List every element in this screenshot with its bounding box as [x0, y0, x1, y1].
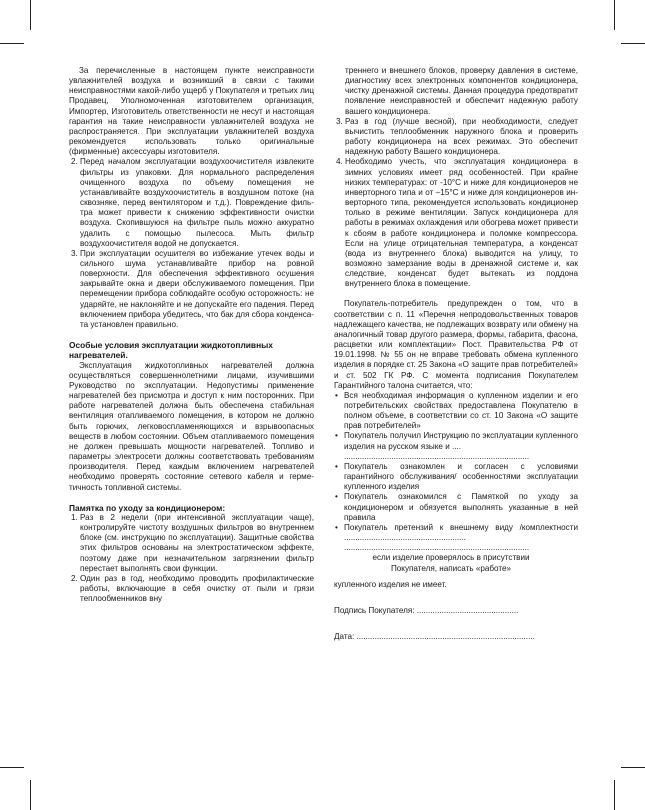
ac-care-item-4: 4. Необходимо учесть, что эксплуатация кондиционера в зимних условиях имеет ряд особенностей. При крайне низких температурах: от -10°С и ниже для кондиционеров не инверторного типа и от –15°С и ниже для кондиционеров инверторного типа, рекомендуется использовать кондиционер только в режиме вентиляции. Запуск кондиционера для работы в режимах охлаждения или обогрева может привести к сбоям в работе кондиционера и поломке компрессора. Если на улице отрицательная температура, а конденсат (вода из внутреннего блока) выводится на улицу, то возможно замерзание воды в дренажной системе и, как следствие, конденсат будет вытекать из поддона внутреннего блока в помещение.	[345, 157, 578, 289]
consumer-warning-paragraph: Покупатель-потребитель предупрежден о том, что в соответствии с п. 11 «Перечня непродовольственных товаров надлежащего качества, не подлежащих возврату или обмену на аналогичный товар другого размера, формы, габарита, фасона, расцветки или комплектации» Пост. Правительства РФ от 19.01.1998. № 55 он не вправе требовать обмена купленного изделия в порядке ст. 25 Закона «О защите прав потребителей» и ст. 502 ГК РФ. С момента подписания Покупателем Гарантийного талона считается, что:	[334, 299, 578, 390]
ac-care-item-3: 3. Раз в год (лучше весной), при необходимости, следует вычистить теплообменник наружного блока и проверить работу кондиционера на всех режимах. Это обеспечит надежную работу Вашего кондиционера.	[345, 117, 578, 158]
crop-mark-left-upper	[0, 43, 24, 44]
ac-care-item-1: 1. Раз в 2 недели (при интенсивной эксплуатации чаще), контролируйте чистоту воздушных фильтров во внутреннем блоке (см. инструкцию по эксплуатации). Защитные свойства этих фильтров основаны на электростатическом эффекте, поэтому даже при незначительном загрязнении фильтр перестает выполнять свои функции.	[80, 513, 314, 574]
left-column	[69, 66, 314, 604]
appliance-list	[69, 157, 314, 330]
right-column	[334, 66, 578, 642]
crop-mark-top-right	[614, 0, 615, 30]
buyer-acknowledgement-list	[334, 391, 578, 554]
acknowledgement-manual-text: Покупатель получил Инструкцию по эксплуатации купленного изделия на русском языке и ....	[344, 431, 578, 451]
buyer-signature-line: Подпись Покупателя: .............................................	[334, 605, 519, 615]
no-claims-line: купленного изделия не имеет.	[334, 579, 447, 589]
acknowledgement-manual-fill-line: ..................................................................................	[344, 451, 530, 461]
liquid-fuel-paragraph: Эксплуатация жидкотопливных нагревателей должна осуществляться совершеннолетними лицами, изучившими Руководство по эксплуатации. Недопустимы применение нагревателей без присмотра и доступ к ним посторонних. При работе нагревателей должна быть обеспечена стабильная вентиляция отапливаемого помещения, в котором не должно быть горючих, легковоспламеняющихся и взрывоопасных веществ в любом состоянии. Объем отапливаемого помещения не должен превышать мощности нагревателей. Топливо и параметры электросети должны соответствовать требованиям производителя. Перед каждым включением нагревателей необходимо проверять состояние сетевого кабеля и герметичность топливной системы.	[69, 360, 314, 492]
ac-care-item-2-continued: треннего и внешнего блоков, проверку давления в системе, диагностику всех электронных компонентов кондиционера, чистку дренажной системы. Данная процедура предотвратит появление неисправностей и обеспечит надежную работу вашего кондиционера.	[345, 66, 578, 116]
humidifier-paragraph: За перечисленные в настоящем пункте неисправности увлажнителей воздуха и возникший в связи с такими неисправностями какой-либо ущерб у Покупателя и третьих лиц Продавец, Уполномоченная изготовителем организация, Импортер, Изготовитель ответственности не несут и настоящая гарантия на такие неисправности увлажнителей воздуха не распространяется. При эксплуатации увлажнителей воздуха рекомендуется использовать только оригинальные (фирменные) аксессуары изготовителя.	[69, 66, 314, 157]
air-purifier-item: 2. Перед началом эксплуатации воздухоочистителя извлеките фильтры из упаковки. Для нормального распределения очищенного воздуха по объему помещения не устанавливайте воздухоочиститель в воздушном потоке (на сквозняке, перед вентилятором и т.д.). Повреждение фильтра может привести к снижению эффективности очистки воздуха. Скопившуюся на фильтре пыль можно аккуратно удалить с помощью пылесоса. Мыть фильтр воздухоочистителя водой не допускается.	[80, 157, 314, 248]
date-line: Дата: ...............................................................................	[334, 631, 535, 641]
dehumidifier-item: 3. При эксплуатации осушителя во избежание утечек воды и сильного шума устанавливайте прибор на ровной поверхности. Для обеспечения эффективного осушения закрывайте окна и двери обслуживаемого помещения. При перемещении прибора соблюдайте особую осторожность: не ударяйте, не наклоняйте и не допускайте его падения. Перед включением прибора убедитесь, что бак для сбора конденсата установлен правильно.	[80, 249, 314, 330]
acknowledgement-no-claims	[344, 523, 578, 553]
acknowledgement-care-memo: • Покупатель ознакомился с Памяткой по уходу за кондиционером и обязуется выполнять указанные в ней правила	[344, 492, 578, 522]
crop-mark-right-lower	[621, 767, 645, 768]
acknowledgement-no-claims-text: Покупатель претензий к внешнему виду /комплектности ......................................................	[344, 522, 578, 543]
crop-mark-bottom-left	[30, 780, 31, 810]
crop-mark-right-upper	[621, 43, 645, 44]
crop-mark-top-left	[30, 0, 31, 30]
crop-mark-bottom-right	[614, 780, 615, 810]
acknowledgement-info: • Вся необходимая информация о купленном изделии и его потребительских свойствах предоставлена Покупателю в полном объеме, в соответствии со ст. 10 Закона «О защите прав потребителей»	[344, 391, 578, 432]
ac-care-list	[69, 513, 314, 604]
acknowledgement-warranty-terms: • Покупатель ознакомлен и согласен с условиями гарантийного обслуживания/ особенностями эксплуатации купленного изделия	[344, 462, 578, 492]
acknowledgement-no-claims-fill-line: ..................................................................................	[344, 543, 530, 553]
ac-care-heading: Памятка по уходу за кондиционером:	[69, 502, 226, 513]
crop-mark-left-lower	[0, 767, 24, 768]
liquid-fuel-heading: Особые условия эксплуатации жидкотопливных нагревателей.	[69, 340, 273, 361]
checked-in-presence-note: если изделие проверялось в присутствии Покупателя, написать «работе»	[372, 553, 530, 573]
acknowledgement-manual	[344, 431, 578, 461]
ac-care-list-continued	[334, 117, 578, 290]
ac-care-item-2: 2. Один раз в год, необходимо проводить профилактические работы, включающие в себя очистку от пыли и грязи теплообменников вну	[80, 574, 314, 604]
